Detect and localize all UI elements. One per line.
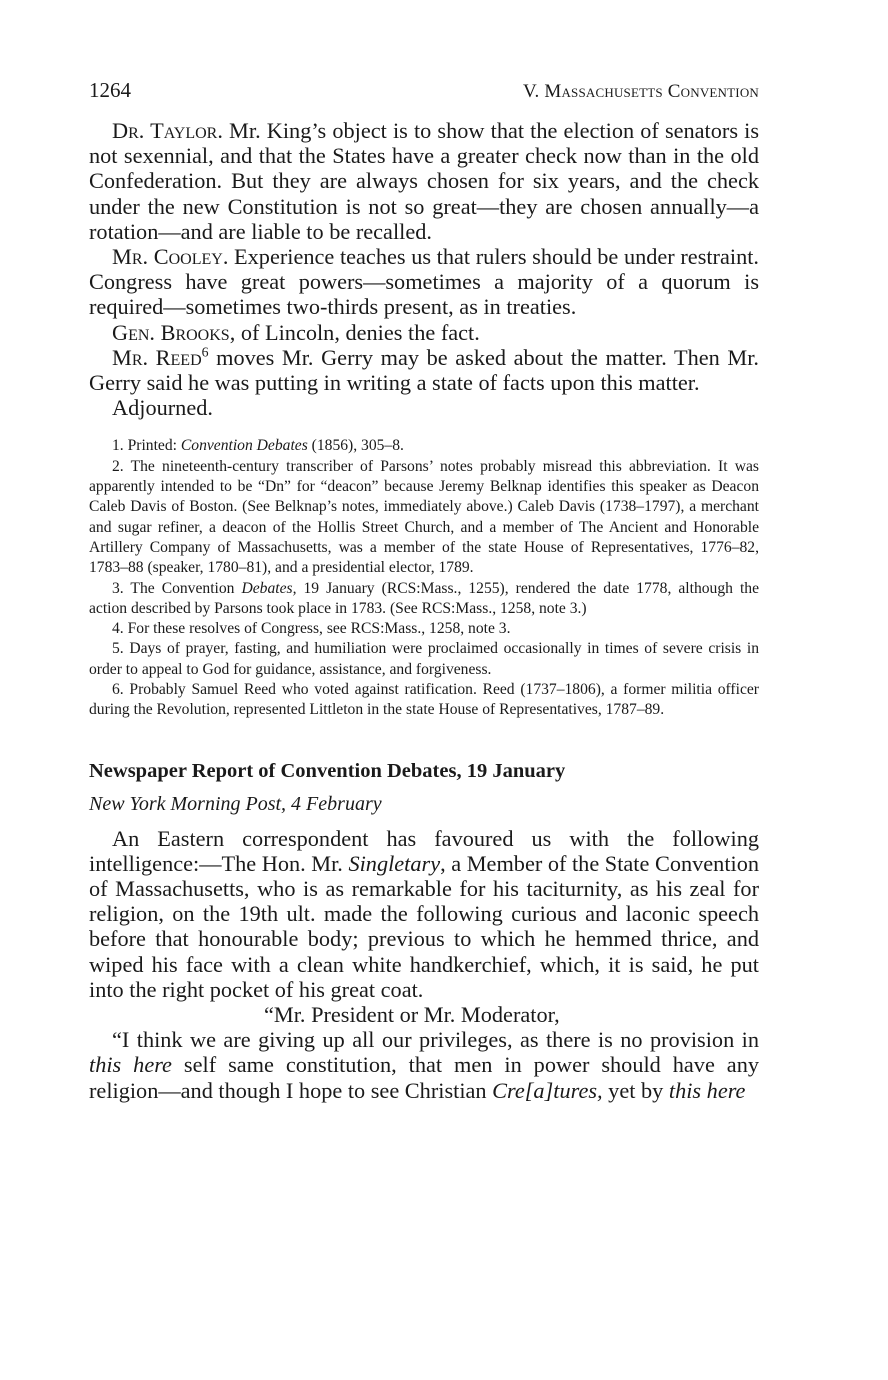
speech-emphasis: this here: [668, 1077, 746, 1103]
speech-text: yet by: [602, 1077, 669, 1103]
speech-text: . Mr. King’s object is to show that the election of senators is not sexennial, and that the States have a greater check now than in the old Confederation. But they are always chosen for six years, and the check under the new Constitution is not so great—they are chosen annually—a rotation—and are liable to be recalled.: [89, 118, 759, 244]
speech-reed: [89, 345, 759, 395]
speech-text: moves Mr. Gerry may be asked about the matter. Then Mr. Gerry said he was putting in writing a state of facts upon this matter.: [89, 344, 759, 396]
speech-taylor: [89, 118, 759, 244]
speech-paragraph: [89, 1027, 759, 1103]
speaker-name: Mr. Cooley: [112, 244, 223, 270]
speech-text: . Experience teaches us that rulers should be under restraint. Congress have great powers—sometimes a majority of a quorum is required—sometimes two-thirds present, as in treaties.: [89, 244, 759, 320]
adjourned-line: Adjourned.: [112, 395, 213, 421]
footnotes: [89, 436, 759, 720]
source-line: New York Morning Post, 4 February: [89, 792, 382, 815]
footnote-ref: 6: [201, 344, 209, 360]
speech-text: self same constitution, that men in power should have any religion—and though I hope to see Christian: [89, 1052, 759, 1103]
document-page: [89, 78, 759, 1103]
speech-emphasis: this here: [89, 1052, 172, 1078]
footnote-6: 6. Probably Samuel Reed who voted against ratification. Reed (1737–1806), a former militia officer during the Revolution, represented Littleton in the state House of Representatives, 1787–89.: [89, 681, 759, 719]
report-name: Singletary: [348, 850, 441, 876]
page-header: [89, 78, 759, 118]
report-text: , a Member of the State Convention of Massachusetts, who is as remarkable for his taciturnity, as his zeal for religion, on the 19th ult. made the following curious and laconic speech before that honourable body; previous to which he hemmed thrice, and wiped his face with a clean white handkerchief, which, it is said, he put into the right pocket of his great coat.: [89, 850, 760, 1002]
footnote-title: Convention Debates: [180, 437, 308, 455]
speaker-name: Dr. Taylor: [112, 118, 218, 143]
speech-text: “I think we are giving up all our privileges, as there is no provision in: [112, 1027, 759, 1053]
page-number: 1264: [89, 78, 131, 102]
footnote-text: 1. Printed:: [112, 437, 181, 455]
newspaper-report: [89, 826, 759, 1103]
footnote-title: Debates,: [241, 579, 297, 597]
speech-cooley: [89, 244, 759, 320]
debate-transcript: [89, 118, 759, 420]
report-paragraph: [89, 826, 759, 1002]
speaker-name: Mr. Reed: [112, 344, 202, 370]
footnote-text: (1856), 305–8.: [307, 437, 404, 455]
speech-salutation: “Mr. President or Mr. Moderator,: [264, 1002, 560, 1028]
footnote-2: 2. The nineteenth-century transcriber of Parsons’ notes probably misread this abbreviation. It was apparently intended to be “Dn” for “deacon” because Jeremy Belknap identifies this speaker as Deacon Caleb Davis of Boston. (See Belknap’s notes, immediately above.) Caleb Davis (1738–1797), a merchant and sugar refiner, a deacon of the Hollis Street Church, and a member of The Ancient and Honorable Artillery Company of Massachusetts, was a member of the state House of Representatives, 1776–82, 1783–88 (speaker, 1780–81), and a presidential elector, 1789.: [89, 457, 759, 577]
footnote-text: 19 January (RCS:Mass., 1255), rendered the date 1778, although the action described by Parsons took place in 1783. (See RCS:Mass., 1258, note 3.): [89, 579, 760, 617]
speech-emphasis: Cre[a]tures,: [492, 1077, 603, 1103]
footnote-3: [89, 579, 759, 620]
speech-brooks: [89, 320, 759, 345]
footnote-1: [89, 436, 759, 456]
speaker-name: Gen. Brooks: [112, 319, 230, 345]
running-head: V. Massachusetts Convention: [523, 81, 759, 102]
section-heading: Newspaper Report of Convention Debates, 19 January: [89, 759, 566, 782]
footnote-text: 3. The Convention: [112, 579, 242, 597]
footnote-4: 4. For these resolves of Congress, see RCS:Mass., 1258, note 3.: [112, 620, 511, 638]
footnote-5: 5. Days of prayer, fasting, and humiliation were proclaimed occasionally in times of severe crisis in order to appeal to God for guidance, assistance, and forgiveness.: [89, 640, 759, 678]
speech-text: , of Lincoln, denies the fact.: [229, 319, 480, 345]
report-text: An Eastern correspondent has favoured us with the following intelligence:—The Hon. Mr.: [89, 825, 759, 876]
